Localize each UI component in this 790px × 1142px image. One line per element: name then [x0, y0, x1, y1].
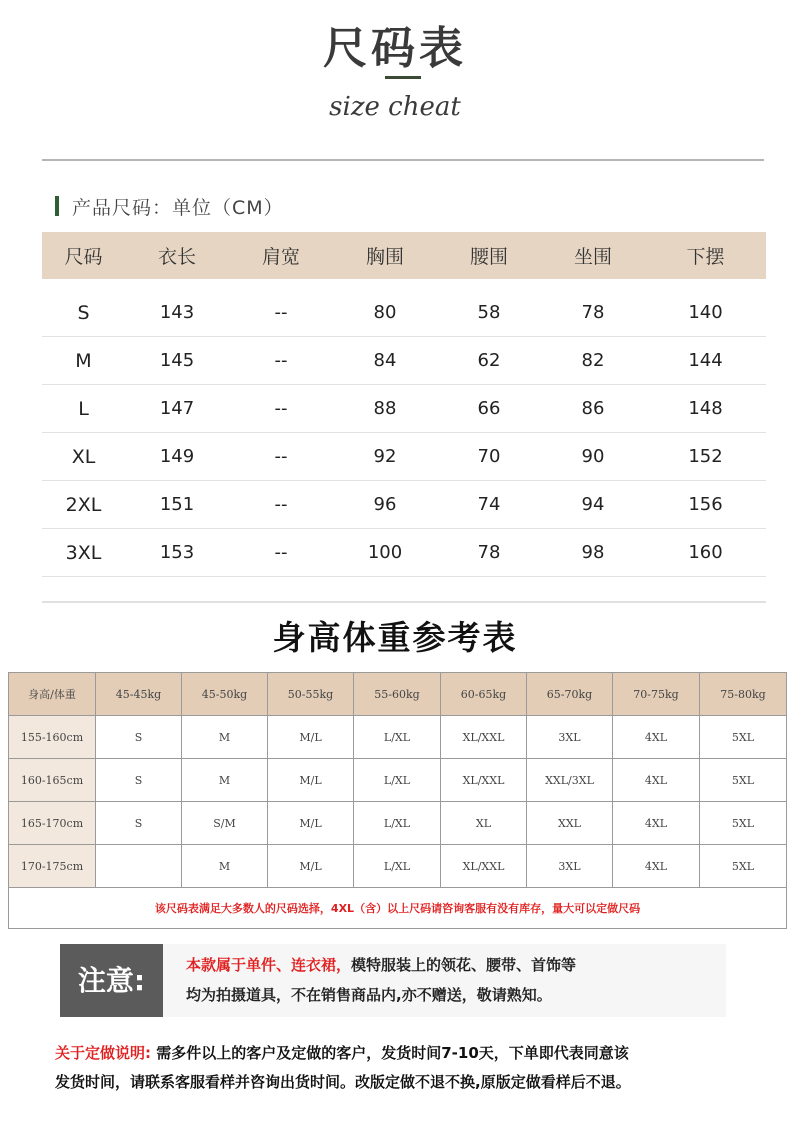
unit-marker: [55, 196, 59, 216]
row-header: 165-170cm: [9, 802, 96, 845]
table-cell: 152: [645, 433, 766, 481]
column-header: 75-80kg: [700, 673, 787, 716]
table-cell: 4XL: [613, 759, 700, 802]
table-note: 该尺码表满足大多数人的尺码选择，4XL（含）以上尺码请咨询客服有没有库存，量大可以定做尺码: [9, 888, 787, 929]
table-cell: 84: [333, 337, 437, 385]
page-subtitle: size cheat: [329, 92, 461, 122]
table-cell: 82: [541, 337, 645, 385]
table-cell: 156: [645, 481, 766, 529]
table-cell: 88: [333, 385, 437, 433]
table-row: [42, 385, 766, 433]
table-cell: 62: [437, 337, 541, 385]
column-header: 坐围: [541, 232, 645, 279]
column-header: 60-65kg: [441, 673, 527, 716]
table-cell: 80: [333, 289, 437, 337]
table-cell: 5XL: [700, 716, 787, 759]
row-header: 170-175cm: [9, 845, 96, 888]
table-cell: 4XL: [613, 802, 700, 845]
column-header: 50-55kg: [268, 673, 354, 716]
column-header: 45-45kg: [96, 673, 182, 716]
table-row: [42, 529, 766, 577]
table-cell: --: [229, 529, 333, 577]
table-cell: L/XL: [354, 802, 441, 845]
table-cell: M: [182, 845, 268, 888]
table-cell: 98: [541, 529, 645, 577]
notice-highlight: 本款属于单件、连衣裙，: [186, 956, 352, 974]
table-row: [42, 337, 766, 385]
column-header: 45-50kg: [182, 673, 268, 716]
table-cell: 100: [333, 529, 437, 577]
table-cell: 143: [125, 289, 229, 337]
row-header: 155-160cm: [9, 716, 96, 759]
height-weight-table: [8, 672, 787, 929]
notice-line-1: [186, 954, 576, 975]
table-cell: 145: [125, 337, 229, 385]
table-cell: 90: [541, 433, 645, 481]
table-cell: XL/XXL: [441, 716, 527, 759]
column-header: 下摆: [645, 232, 766, 279]
table-cell: --: [229, 337, 333, 385]
table-row: [9, 802, 787, 845]
table-cell: M/L: [268, 845, 354, 888]
table-cell: [96, 845, 182, 888]
section-divider: [42, 159, 764, 161]
table-cell: M/L: [268, 802, 354, 845]
column-header: 衣长: [125, 232, 229, 279]
table-cell: --: [229, 289, 333, 337]
table-cell: 5XL: [700, 759, 787, 802]
unit-label: 产品尺码：单位（CM）: [72, 197, 284, 219]
table-cell: 94: [541, 481, 645, 529]
page-title: 尺码表: [323, 23, 467, 74]
table-cell: S: [96, 759, 182, 802]
table-cell: 3XL: [527, 716, 613, 759]
notice-text: 模特服装上的领花、腰带、首饰等: [351, 956, 577, 974]
table-cell: 3XL: [527, 845, 613, 888]
table-cell: 147: [125, 385, 229, 433]
table-cell: 2XL: [42, 481, 125, 529]
table-cell: 3XL: [42, 529, 125, 577]
custom-order-line-1: [55, 1042, 629, 1063]
table-cell: L/XL: [354, 759, 441, 802]
table-cell: 5XL: [700, 802, 787, 845]
table-cell: M/L: [268, 759, 354, 802]
section-divider: [42, 601, 766, 603]
custom-order-label: 关于定做说明:: [55, 1044, 151, 1062]
notice-line-2: 均为拍摄道具，不在销售商品内,亦不赠送，敬请熟知。: [186, 986, 552, 1004]
row-header: 160-165cm: [9, 759, 96, 802]
table-cell: 4XL: [613, 845, 700, 888]
column-header: 65-70kg: [527, 673, 613, 716]
custom-order-line-2: 发货时间，请联系客服看样并咨询出货时间。改版定做不退不换,原版定做看样后不退。: [55, 1073, 631, 1091]
table-row: [42, 433, 766, 481]
table-cell: 5XL: [700, 845, 787, 888]
table-cell: 58: [437, 289, 541, 337]
table-cell: --: [229, 433, 333, 481]
table-cell: 144: [645, 337, 766, 385]
table-cell: S: [96, 716, 182, 759]
table-cell: M/L: [268, 716, 354, 759]
column-header: 尺码: [42, 232, 125, 279]
table-cell: S: [42, 289, 125, 337]
table-cell: M: [182, 716, 268, 759]
table-cell: XL/XXL: [441, 759, 527, 802]
table-cell: 78: [541, 289, 645, 337]
table-row: [42, 481, 766, 529]
table-cell: 140: [645, 289, 766, 337]
table-cell: S: [96, 802, 182, 845]
table-cell: 70: [437, 433, 541, 481]
custom-order-text: 需多件以上的客户及定做的客户，发货时间7-10天，下单即代表同意该: [151, 1044, 629, 1062]
table-cell: XXL: [527, 802, 613, 845]
title-divider: [385, 76, 421, 79]
table-cell: 149: [125, 433, 229, 481]
size-chart-header: [42, 232, 766, 279]
column-header: 胸围: [333, 232, 437, 279]
column-header: 70-75kg: [613, 673, 700, 716]
column-header: 身高/体重: [9, 673, 96, 716]
table-cell: XL: [42, 433, 125, 481]
column-header: 肩宽: [229, 232, 333, 279]
size-chart-table: [42, 232, 766, 577]
table-cell: XL: [441, 802, 527, 845]
table-cell: 148: [645, 385, 766, 433]
table-cell: L/XL: [354, 845, 441, 888]
table-cell: 96: [333, 481, 437, 529]
table-row: [42, 289, 766, 337]
table-row: [9, 845, 787, 888]
table-cell: XL/XXL: [441, 845, 527, 888]
table-cell: XXL/3XL: [527, 759, 613, 802]
notice-label: 注意:: [77, 964, 146, 997]
table-cell: 86: [541, 385, 645, 433]
table-cell: 151: [125, 481, 229, 529]
table-cell: 74: [437, 481, 541, 529]
reference-header: [9, 673, 787, 716]
table-cell: S/M: [182, 802, 268, 845]
table-cell: 160: [645, 529, 766, 577]
table-cell: M: [42, 337, 125, 385]
table-row: [9, 759, 787, 802]
table-cell: M: [182, 759, 268, 802]
table-cell: 78: [437, 529, 541, 577]
table-cell: 92: [333, 433, 437, 481]
table-note-row: [9, 888, 787, 929]
table-cell: 4XL: [613, 716, 700, 759]
table-cell: --: [229, 481, 333, 529]
table-cell: --: [229, 385, 333, 433]
column-header: 55-60kg: [354, 673, 441, 716]
column-header: 腰围: [437, 232, 541, 279]
table-cell: L: [42, 385, 125, 433]
table-cell: L/XL: [354, 716, 441, 759]
reference-title: 身高体重参考表: [272, 618, 518, 657]
table-cell: 153: [125, 529, 229, 577]
table-cell: 66: [437, 385, 541, 433]
table-row: [9, 716, 787, 759]
